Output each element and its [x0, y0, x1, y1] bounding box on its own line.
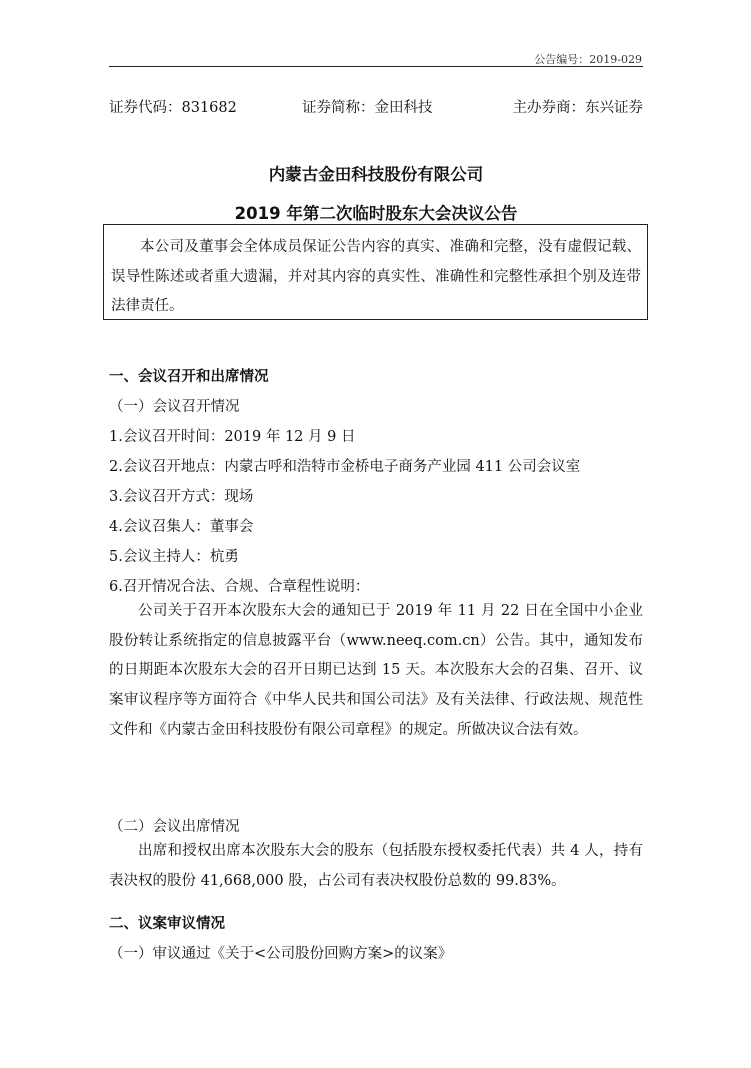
sponsor-broker: 主办券商：东兴证券 — [512, 100, 643, 116]
disclaimer-box: 本公司及董事会全体成员保证公告内容的真实、准确和完整，没有虚假记载、误导性陈述或者重大遗漏，并对其内容的真实性、准确性和完整性承担个别及连带法律责任。 — [103, 224, 648, 320]
meeting-method-item: 3.会议召开方式：现场 — [109, 489, 254, 505]
announcement-number: 公告编号：2019-029 — [534, 53, 642, 66]
stock-code: 证券代码：831682 — [109, 100, 237, 116]
proposal-heading-share-repurchase: （一）审议通过《关于<公司股份回购方案>的议案》 — [109, 946, 453, 962]
meeting-time-item: 1.会议召开时间：2019 年 12 月 9 日 — [109, 429, 356, 445]
subsection-heading-convening: （一）会议召开情况 — [109, 399, 240, 415]
legality-statement-item: 6.召开情况合法、合规、合章程性说明： — [109, 579, 370, 595]
section-heading-meeting: 一、会议召开和出席情况 — [109, 369, 269, 385]
meeting-host-item: 5.会议主持人：杭勇 — [109, 549, 239, 565]
legality-paragraph: 公司关于召开本次股东大会的通知已于 2019 年 11 月 22 日在全国中小企业股份转让系统指定的信息披露平台（www.neeq.com.cn）公告。其中，通知发布的日期距本次股东大会的召开日期已达到 15 天。本次股东大会的召集、召开、议案审议程序等方面符合《中华人民共和国公司法》及有关法律、行政法规、规范性文件和《内蒙古金田科技股份有限公司章程》的规定。所做决议合法有效。 — [109, 603, 643, 738]
stock-info-line — [109, 96, 643, 116]
meeting-venue-item: 2.会议召开地点：内蒙古呼和浩特市金桥电子商务产业园 411 公司会议室 — [109, 459, 581, 475]
meeting-convener-item: 4.会议召集人：董事会 — [109, 519, 254, 535]
announcement-title: 2019 年第二次临时股东大会决议公告 — [234, 204, 518, 223]
company-name-title: 内蒙古金田科技股份有限公司 — [268, 165, 484, 184]
header-divider — [109, 66, 643, 67]
section-heading-proposals: 二、议案审议情况 — [109, 916, 225, 932]
attendance-paragraph: 出席和授权出席本次股东大会的股东（包括股东授权委托代表）共 4 人，持有表决权的股份 41,668,000 股，占公司有表决权股份总数的 99.83%。 — [109, 843, 643, 889]
stock-abbreviation: 证券简称：金田科技 — [302, 100, 433, 116]
subsection-heading-attendance: （二）会议出席情况 — [109, 819, 240, 835]
